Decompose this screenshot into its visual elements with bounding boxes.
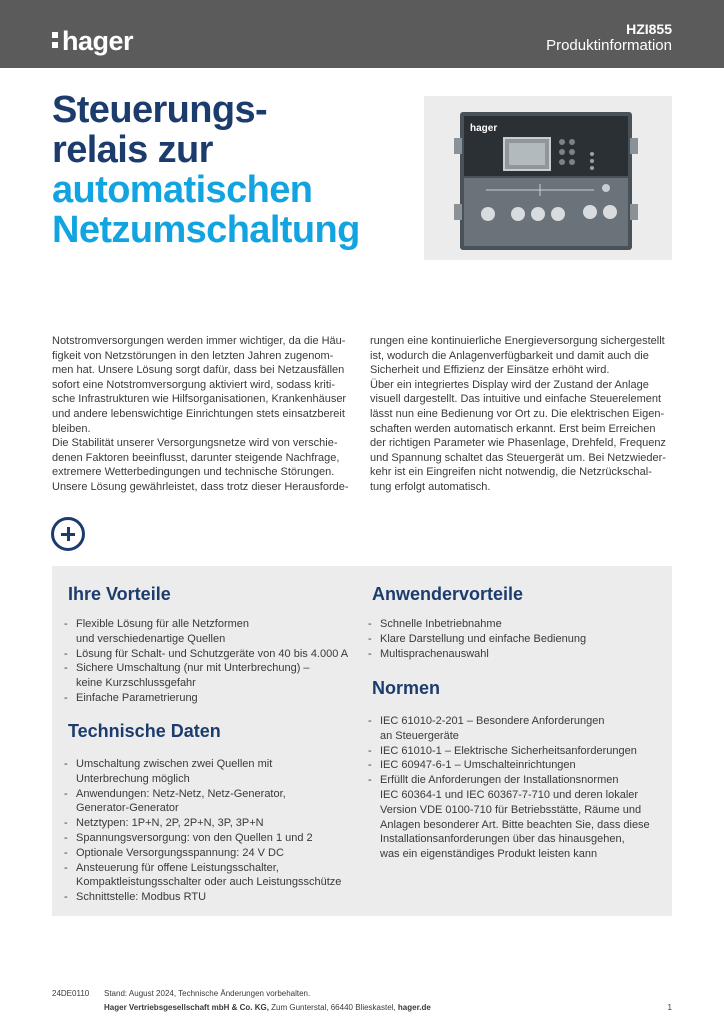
intro-left-line: Die Stabilität unserer Versorgungsnetze wird von verschie-	[52, 437, 338, 450]
intro-left-line: und andere lebenswichtige Einrichtungen stets einsatzbereit	[52, 407, 345, 420]
footer-company-name: Hager Vertriebsgesellschaft mbH & Co. KG,	[104, 1003, 269, 1012]
list-item: - Multisprachenauswahl	[368, 647, 586, 662]
normen-heading: Normen	[372, 678, 441, 698]
logo-mark	[52, 32, 58, 52]
intro-right-line: Sicherheit und Effizienz der Einsätze erhöht wird.	[370, 364, 610, 377]
plus-circle-icon	[51, 517, 85, 551]
list-item: - IEC 60947-6-1 – Umschalteinrichtungen	[368, 758, 650, 773]
title-line-2: relais zur	[52, 129, 213, 171]
device-button-5	[583, 205, 597, 219]
intro-left-line: men hat. Unsere Lösung sorgt dafür, dass bei Netzausfällen	[52, 364, 345, 377]
list-item: - Ansteuerung für offene Leistungsschalter, Kompaktleistungsschalter oder auch Leistungsschütze	[64, 861, 341, 891]
intro-left-line: denen Faktoren beeinflusst, darunter steigende Nachfrage,	[52, 451, 340, 464]
header-bar	[0, 0, 724, 68]
intro-right-line: und Spannung schaltet das Steuergerät um. Bei Netzwieder-	[370, 451, 666, 464]
list-item: - Optionale Versorgungsspannung: 24 V DC	[64, 846, 341, 861]
footer-stand: Stand: August 2024, Technische Änderungen vorbehalten.	[104, 989, 311, 998]
benefits-panel	[52, 566, 672, 916]
intro-left-line: sche Infrastrukturen wie Hilfsorganisationen, Krankenhäuser	[52, 393, 347, 406]
intro-right-line: ist, wodurch die Anlagenverfügbarkeit und damit auch die	[370, 349, 649, 362]
intro-right-line: kehr ist ein Eingreifen nicht notwendig, die Netzrückschal-	[370, 466, 652, 479]
list-item: - IEC 61010-1 – Elektrische Sicherheitsanforderungen	[368, 744, 650, 759]
list-item: - IEC 61010-2-201 – Besondere Anforderungen an Steuergeräte	[368, 714, 650, 744]
anwender-heading: Anwendervorteile	[372, 584, 524, 604]
vorteile-list	[64, 617, 348, 706]
page-number: 1	[667, 1003, 672, 1012]
list-item: - Sichere Umschaltung (nur mit Unterbrechung) – keine Kurzschlussgefahr	[64, 661, 348, 691]
intro-right-line: Über ein integriertes Display wird der Zustand der Anlage	[370, 378, 649, 391]
anwender-list	[368, 617, 586, 661]
footer-company	[104, 1003, 431, 1012]
list-item: - Erfüllt die Anforderungen der Installationsnormen IEC 60364-1 und IEC 60367-7-710 und deren lokaler Version VDE 0100-710 für Betriebsstätte, Räume und Anlagen besonderer Art. Bitte beachten Sie, dass diese Installationsanforderungen über das hinausgehen, was ein eigenständiges Produkt leisten kann	[368, 773, 650, 862]
intro-text-left	[52, 334, 352, 495]
title-line-3: automatischen	[52, 169, 313, 211]
product-image	[424, 96, 672, 260]
device-illustration	[424, 96, 672, 260]
intro-left-line: Unsere Lösung gewährleistet, dass trotz dieser Herausforde-	[52, 480, 349, 493]
normen-list	[368, 714, 650, 862]
intro-right-line: der richtigen Parameter wie Phasenlage, Drehfeld, Frequenz	[370, 437, 666, 450]
intro-right-line: lässt nun eine Bedienung vor Ort zu. Die elektrischen Eigen-	[370, 407, 665, 420]
device-brand-label: hager	[470, 123, 498, 134]
page-title	[52, 90, 360, 250]
list-item: - Spannungsversorgung: von den Quellen 1 und 2	[64, 831, 341, 846]
logo-text: hager	[62, 26, 134, 56]
hager-logo	[52, 26, 133, 57]
device-button-3	[531, 207, 545, 221]
list-item: - Schnelle Inbetriebnahme	[368, 617, 586, 632]
title-line-1: Steuerungs-	[52, 89, 268, 131]
list-item: - Schnittstelle: Modbus RTU	[64, 890, 341, 905]
document-type: Produktinformation	[546, 37, 672, 54]
title-line-4: Netzumschaltung	[52, 209, 360, 251]
footer-address: Zum Gunterstal, 66440 Blieskastel,	[268, 1003, 398, 1012]
intro-right-line: rungen eine kontinuierliche Energieversorgung sichergestellt	[370, 335, 665, 347]
intro-left-line: sofort eine Notstromversorgung aktiviert wird, sodass kriti-	[52, 378, 336, 391]
list-item: - Netztypen: 1P+N, 2P, 2P+N, 3P, 3P+N	[64, 816, 341, 831]
technik-heading: Technische Daten	[68, 721, 221, 741]
list-item: - Flexible Lösung für alle Netzformen und verschiedenartige Quellen	[64, 617, 348, 647]
list-item: - Einfache Parametrierung	[64, 691, 348, 706]
intro-right-line: visuell dargestellt. Das intuitive und einfache Steuerelement	[370, 393, 662, 406]
intro-left-line: bleiben.	[52, 422, 91, 435]
list-item: - Umschaltung zwischen zwei Quellen mit Unterbrechung möglich	[64, 757, 341, 787]
list-item: - Lösung für Schalt- und Schutzgeräte von 40 bis 4.000 A	[64, 647, 348, 662]
device-button-1	[481, 207, 495, 221]
intro-left-line: Notstromversorgungen werden immer wichtiger, da die Häu-	[52, 335, 346, 347]
intro-right-line: tung erfolgt automatisch.	[370, 480, 491, 493]
intro-text-right	[370, 334, 670, 495]
vorteile-heading: Ihre Vorteile	[68, 584, 171, 604]
device-button-4	[551, 207, 565, 221]
technik-list	[64, 757, 341, 905]
footer-website-link[interactable]: hager.de	[397, 1003, 431, 1012]
intro-right-line: schaften werden automatisch erkannt. Erst beim Erreichen	[370, 422, 656, 435]
device-button-6	[603, 205, 617, 219]
list-item: - Anwendungen: Netz-Netz, Netz-Generator, Generator-Generator	[64, 787, 341, 817]
list-item: - Klare Darstellung und einfache Bedienung	[368, 632, 586, 647]
intro-left-line: extremere Wetterbedingungen und technische Störungen.	[52, 466, 335, 479]
device-button-2	[511, 207, 525, 221]
intro-left-line: figkeit von Netzstörungen in den letzten Jahren zugenom-	[52, 349, 334, 362]
product-code: HZI855	[626, 21, 672, 37]
footer-doc-code: 24DE0110	[52, 989, 90, 998]
